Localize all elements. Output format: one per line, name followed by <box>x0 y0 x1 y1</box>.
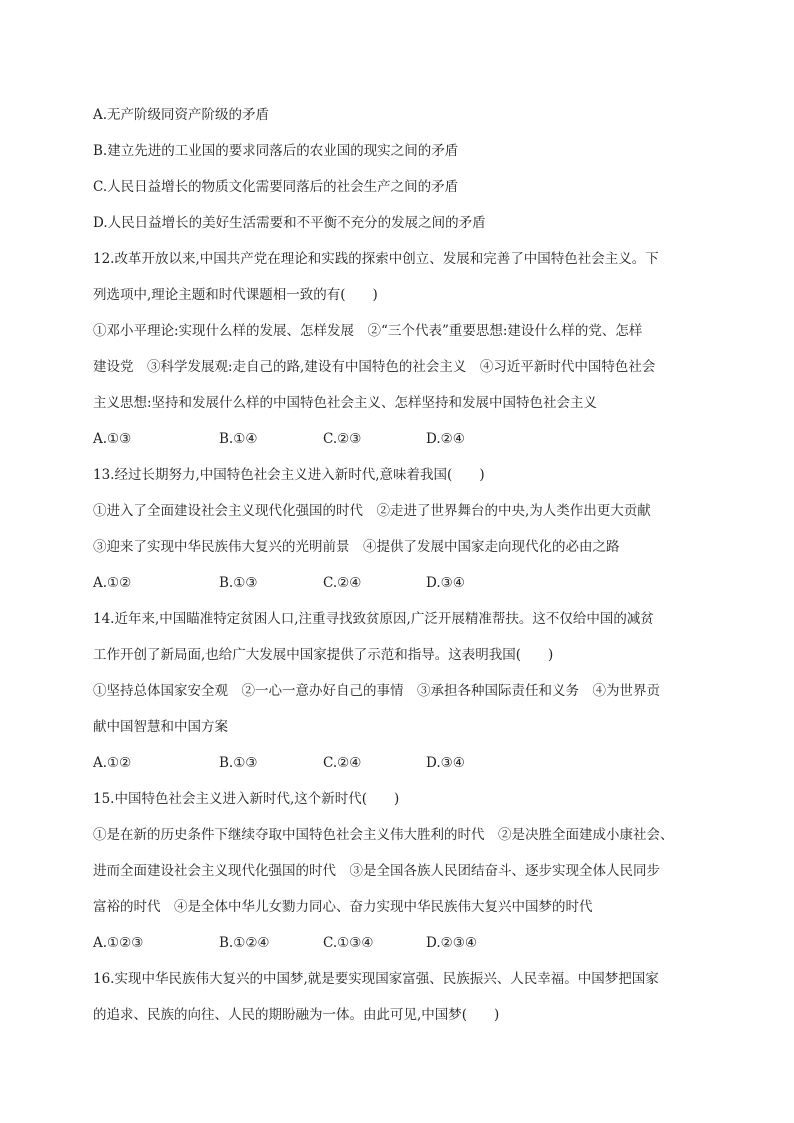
q15-stem-line-1: 15.中国特色社会主义进入新时代,这个新时代( ) <box>93 791 400 807</box>
q13-choice-a[interactable]: A.①② <box>93 575 132 591</box>
q13-choice-c[interactable]: C.②④ <box>323 575 362 591</box>
q15-statement-line-2: 进而全面建设社会主义现代化强国的时代 ③是全国各族人民团结奋斗、逐步实现全体人民同步 <box>93 863 660 879</box>
q12-choice-a[interactable]: A.①③ <box>93 431 132 447</box>
q13-choices <box>93 574 693 592</box>
q15-statement-line-3: 富裕的时代 ④是全体中华儿女勠力同心、奋力实现中华民族伟大复兴中国梦的时代 <box>93 899 593 915</box>
q12-choice-b[interactable]: B.①④ <box>219 431 258 447</box>
q11-option-a: A.无产阶级同资产阶级的矛盾 <box>93 107 270 123</box>
q16-stem-line-1: 16.实现中华民族伟大复兴的中国梦,就是要实现国家富强、民族振兴、人民幸福。中国梦把国家 <box>93 971 659 987</box>
q14-choice-a[interactable]: A.①② <box>93 755 132 771</box>
q12-statement-line-3: 主义思想:坚持和发展什么样的中国特色社会主义、怎样坚持和发展中国特色社会主义 <box>93 395 598 411</box>
q13-stem-line-1: 13.经过长期努力,中国特色社会主义进入新时代,意味着我国( ) <box>93 467 485 483</box>
q12-stem-line-2: 列选项中,理论主题和时代课题相一致的有( ) <box>93 287 378 303</box>
q12-choice-d[interactable]: D.②④ <box>426 431 465 447</box>
q14-statement-line-2: 献中国智慧和中国方案 <box>93 719 228 735</box>
q15-choice-a[interactable]: A.①②③ <box>93 935 144 951</box>
q14-choices <box>93 754 693 772</box>
q13-choice-d[interactable]: D.③④ <box>426 575 465 591</box>
q12-statement-line-2: 建设党 ③科学发展观:走自己的路,建设有中国特色的社会主义 ④习近平新时代中国特色社会 <box>93 359 656 375</box>
q12-statement-line-1: ①邓小平理论:实现什么样的发展、怎样发展 ②“三个代表”重要思想:建设什么样的党、怎样 <box>93 323 643 339</box>
q15-choices <box>93 934 693 952</box>
q11-option-c: C.人民日益增长的物质文化需要同落后的社会生产之间的矛盾 <box>93 179 459 195</box>
q14-choice-b[interactable]: B.①③ <box>219 755 258 771</box>
q13-statement-line-1: ①进入了全面建设社会主义现代化强国的时代 ②走进了世界舞台的中央,为人类作出更大贡献 <box>93 503 651 519</box>
q14-stem-line-1: 14.近年来,中国瞄准特定贫困人口,注重寻找致贫原因,广泛开展精准帮扶。这不仅给中国的减贫 <box>93 611 654 627</box>
q14-choice-d[interactable]: D.③④ <box>426 755 465 771</box>
q13-choice-b[interactable]: B.①③ <box>219 575 258 591</box>
q14-statement-line-1: ①坚持总体国家安全观 ②一心一意办好自己的事情 ③承担各种国际责任和义务 ④为世界贡 <box>93 683 660 699</box>
q15-choice-d[interactable]: D.②③④ <box>426 935 477 951</box>
q11-option-b: B.建立先进的工业国的要求同落后的农业国的现实之间的矛盾 <box>93 143 459 159</box>
q12-stem-line-1: 12.改革开放以来,中国共产党在理论和实践的探索中创立、发展和完善了中国特色社会主义。下 <box>93 251 659 267</box>
q12-choices <box>93 430 693 448</box>
q12-choice-c[interactable]: C.②③ <box>323 431 362 447</box>
q15-choice-b[interactable]: B.①②④ <box>219 935 270 951</box>
q16-stem-line-2: 的追求、民族的向往、人民的期盼融为一体。由此可见,中国梦( ) <box>93 1007 500 1023</box>
q15-statement-line-1: ①是在新的历史条件下继续夺取中国特色社会主义伟大胜利的时代 ②是决胜全面建成小康社会、 <box>93 827 674 843</box>
q13-statement-line-2: ③迎来了实现中华民族伟大复兴的光明前景 ④提供了发展中国家走向现代化的必由之路 <box>93 539 620 555</box>
q14-choice-c[interactable]: C.②④ <box>323 755 362 771</box>
q14-stem-line-2: 工作开创了新局面,也给广大发展中国家提供了示范和指导。这表明我国( ) <box>93 647 554 663</box>
q11-option-d: D.人民日益增长的美好生活需要和不平衡不充分的发展之间的矛盾 <box>93 215 486 231</box>
q15-choice-c[interactable]: C.①③④ <box>323 935 374 951</box>
